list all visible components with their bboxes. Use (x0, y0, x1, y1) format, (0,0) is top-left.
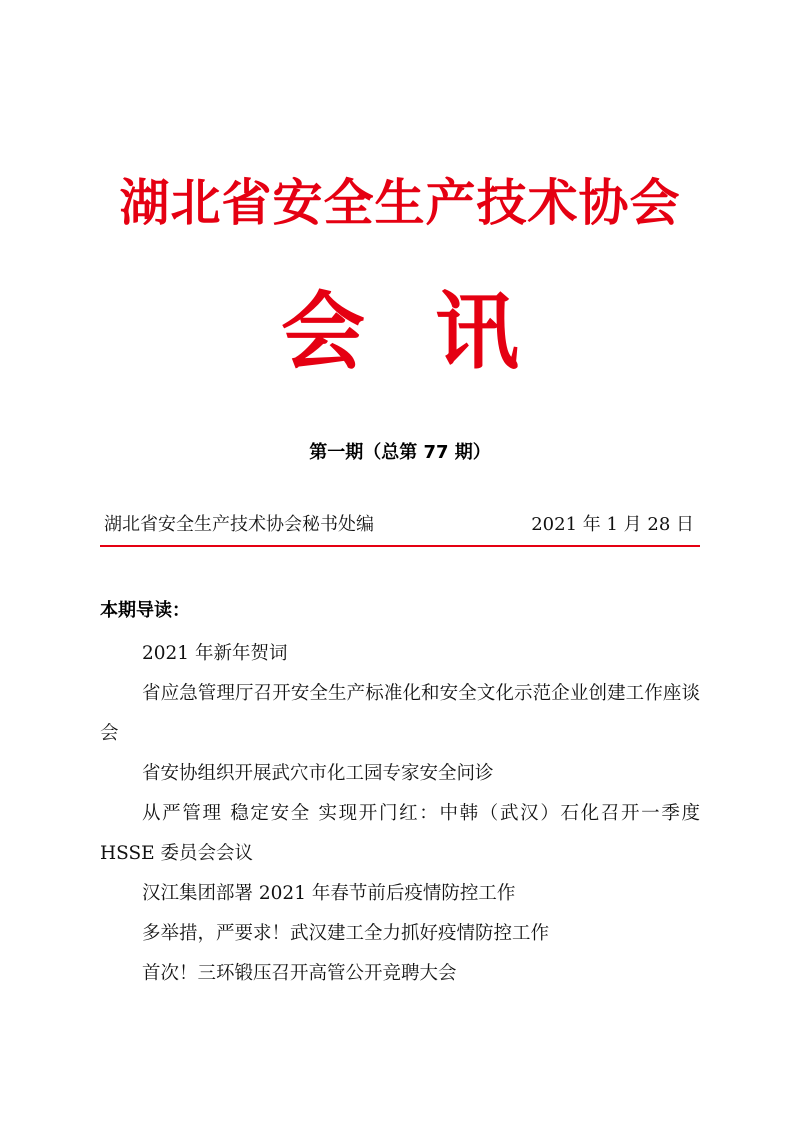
contents-item: 从严管理 稳定安全 实现开门红：中韩（武汉）石化召开一季度 HSSE 委员会会议 (100, 803, 700, 864)
contents-item: 省安协组织开展武穴市化工园专家安全问诊 (142, 763, 494, 784)
publish-date: 2021 年 1 月 28 日 (531, 514, 694, 535)
organization-title: 湖北省安全生产技术协会 (119, 173, 681, 232)
editor-line: 湖北省安全生产技术协会秘书处编 (104, 514, 374, 535)
publication-title: 会讯 (280, 283, 589, 381)
red-divider (100, 545, 700, 547)
contents-item: 首次！三环锻压召开高管公开竞聘大会 (142, 963, 457, 984)
contents-list (100, 634, 700, 994)
contents-item: 汉江集团部署 2021 年春节前后疫情防控工作 (142, 883, 516, 904)
issue-number: 第一期（总第 77 期） (309, 442, 491, 463)
meta-row (104, 512, 694, 538)
contents-item: 多举措，严要求！武汉建工全力抓好疫情防控工作 (142, 923, 550, 944)
contents-label: 本期导读： (100, 600, 190, 621)
contents-item: 2021 年新年贺词 (142, 643, 288, 664)
contents-item: 省应急管理厅召开安全生产标准化和安全文化示范企业创建工作座谈会 (100, 683, 700, 744)
